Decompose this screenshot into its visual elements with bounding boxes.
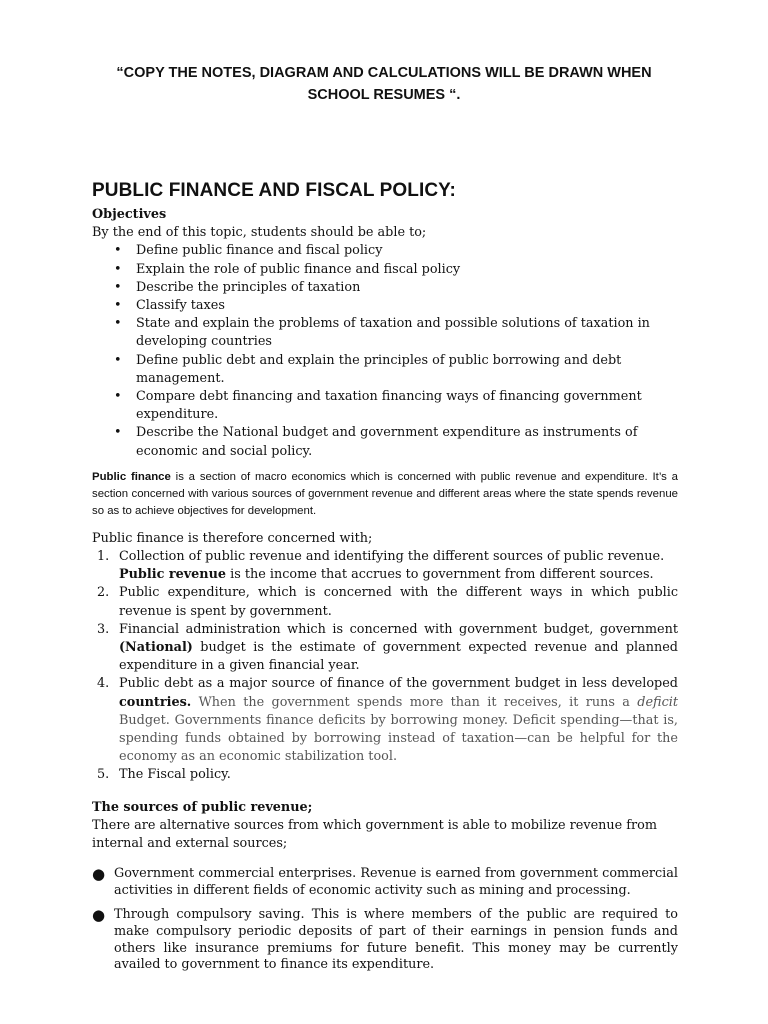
list-item: • Define public finance and fiscal policy <box>114 242 678 260</box>
content-body <box>92 206 678 982</box>
definition-term: Public finance <box>92 470 171 483</box>
sources-intro: There are alternative sources from which government is able to mobilize revenue from internal and external sources; <box>92 817 657 852</box>
concerns-list <box>92 548 678 785</box>
list-item: • Classify taxes <box>114 297 678 315</box>
list-item: • Describe the principles of taxation <box>114 279 678 297</box>
item-number: 4. <box>97 676 110 692</box>
list-item <box>92 584 678 620</box>
item-number: 2. <box>97 585 110 601</box>
deficit-term: deficit <box>637 694 678 710</box>
list-item <box>92 548 678 584</box>
list-item: • Describe the National budget and government expenditure as instruments of economic and social policy. <box>114 424 678 460</box>
item-text: Budget. Governments finance deficits by borrowing money. Deficit spending—that is, spending funds obtained by borrowing instead of taxation—can be helpful for the economy as an economic stabilization tool. <box>119 712 678 765</box>
item-text: The Fiscal policy. <box>119 767 231 783</box>
definition-text: is a section of macro economics which is concerned with public revenue and expenditure. It’s a section concerned with various sources of government revenue and different areas where the state spends revenue so as to achieve objectives for development. <box>92 470 678 517</box>
page-title: PUBLIC FINANCE AND FISCAL POLICY: <box>92 180 456 201</box>
item-bold-text: (National) <box>119 640 193 656</box>
list-item: • State and explain the problems of taxation and possible solutions of taxation in developing countries <box>114 315 678 351</box>
definition-paragraph <box>92 469 678 520</box>
item-text: budget is the estimate of government expected revenue and planned expenditure in a given financial year. <box>119 640 678 674</box>
list-item <box>92 621 678 676</box>
objectives-list <box>92 242 678 460</box>
item-text: Financial administration which is concerned with government budget, government <box>119 621 678 637</box>
objectives-intro: By the end of this topic, students should be able to; <box>92 225 427 241</box>
concerned-intro: Public finance is therefore concerned with; <box>92 530 373 546</box>
list-item <box>92 675 678 766</box>
item-text: Through compulsory saving. This is where members of the public are required to make compulsory periodic deposits of part of their earnings in pension funds and others like insurance premiums for future benefit. This money may be currently availed to government to finance its expenditure. <box>114 907 678 973</box>
notice-line-2: SCHOOL RESUMES “. <box>307 87 461 103</box>
sources-heading: The sources of public revenue; <box>92 799 313 815</box>
list-item: • Define public debt and explain the principles of public borrowing and debt management. <box>114 352 678 388</box>
bullet-icon: ● <box>92 906 106 925</box>
public-revenue-term: Public revenue <box>119 567 227 583</box>
item-text: When the government spends more than it receives, it runs a <box>191 694 638 710</box>
list-item <box>92 766 678 784</box>
item-bold-text: countries. <box>119 694 192 710</box>
bullet-icon: ● <box>92 865 106 884</box>
item-text: Collection of public revenue and identifying the different sources of public revenue. <box>119 549 665 565</box>
item-text: Public debt as a major source of finance of the government budget in less developed <box>119 676 678 692</box>
objectives-heading: Objectives <box>92 207 167 222</box>
item-text: is the income that accrues to government from different sources. <box>226 567 654 583</box>
notice-line-1: “COPY THE NOTES, DIAGRAM AND CALCULATIONS WILL BE DRAWN WHEN <box>116 65 652 81</box>
list-item: • Compare debt financing and taxation financing ways of financing government expenditure. <box>114 388 678 424</box>
notice-heading <box>92 62 676 106</box>
list-item <box>92 907 678 973</box>
item-text: Government commercial enterprises. Revenue is earned from government commercial activities in different fields of economic activity such as mining and processing. <box>114 866 678 898</box>
item-number: 5. <box>97 767 110 783</box>
item-number: 1. <box>97 549 110 565</box>
item-number: 3. <box>97 621 110 637</box>
list-item: • Explain the role of public finance and fiscal policy <box>114 261 678 279</box>
sources-list <box>92 866 678 974</box>
item-text: Public expenditure, which is concerned with the different ways in which public revenue is spent by government. <box>119 585 678 619</box>
list-item <box>92 866 678 899</box>
